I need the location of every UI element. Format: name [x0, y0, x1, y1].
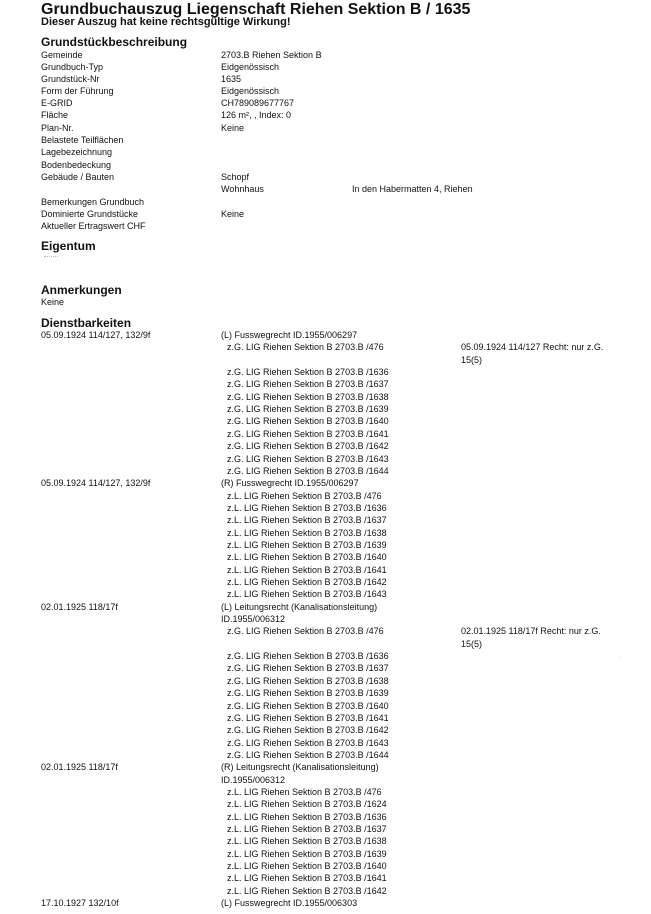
servitude-parcel: z.G. LIG Riehen Sektion B 2703.B /1638: [227, 392, 389, 402]
field-label: Lagebezeichnung: [41, 147, 113, 157]
servitude-title: (L) Fusswegrecht ID.1955/006297: [221, 330, 358, 340]
servitude-parcel: z.L. LIG Riehen Sektion B 2703.B /1641: [227, 873, 387, 883]
section-heading-grundstueck: Grundstückbeschreibung: [41, 35, 188, 49]
servitude-date: 17.10.1927 132/10f: [41, 898, 119, 908]
field-label: Fläche: [41, 110, 69, 120]
servitude-parcel: z.G. LIG Riehen Sektion B 2703.B /1641: [227, 429, 389, 439]
servitude-parcel: z.G. LIG Riehen Sektion B 2703.B /1643: [227, 454, 389, 464]
field-value: Schopf: [221, 172, 250, 182]
field-value: CH789089677767: [221, 98, 295, 108]
field-value: 126 m², , Index: 0: [221, 110, 292, 120]
field-label: Bodenbedeckung: [41, 160, 112, 170]
servitude-parcel: z.G. LIG Riehen Sektion B 2703.B /1638: [227, 676, 389, 686]
servitude-parcel: z.G. LIG Riehen Sektion B 2703.B /1637: [227, 663, 389, 673]
field-label: Bemerkungen Grundbuch: [41, 197, 145, 207]
field-address: In den Habermatten 4, Riehen: [352, 184, 473, 194]
servitude-parcel: z.L. LIG Riehen Sektion B 2703.B /1639: [227, 849, 387, 859]
field-value: 2703.B Riehen Sektion B: [221, 50, 322, 60]
field-label: Form der Führung: [41, 86, 114, 96]
servitude-parcel: z.G. LIG Riehen Sektion B 2703.B /476: [227, 342, 384, 352]
servitude-parcel: z.G. LIG Riehen Sektion B 2703.B /1639: [227, 688, 389, 698]
field-value: Eidgenössisch: [221, 62, 280, 72]
field-label: Belastete Teilflächen: [41, 135, 124, 145]
servitude-date: 02.01.1925 118/17f: [41, 602, 118, 612]
servitude-parcel: z.G. LIG Riehen Sektion B 2703.B /1642: [227, 441, 389, 451]
servitude-parcel: z.L. LIG Riehen Sektion B 2703.B /1642: [227, 886, 387, 896]
field-label: Dominierte Grundstücke: [41, 209, 139, 219]
servitude-title: ID.1955/006312: [221, 614, 286, 624]
servitude-date: 05.09.1924 114/127, 132/9f: [41, 330, 151, 340]
servitude-parcel: z.L. LIG Riehen Sektion B 2703.B /1624: [227, 799, 387, 809]
servitude-parcel: z.G. LIG Riehen Sektion B 2703.B /1639: [227, 404, 389, 414]
servitude-note: 15(5): [461, 639, 483, 649]
servitude-parcel: z.L. LIG Riehen Sektion B 2703.B /1643: [227, 589, 387, 599]
section-heading-eigentum: Eigentum: [41, 239, 96, 253]
field-value: Wohnhaus: [221, 184, 264, 194]
servitude-parcel: z.L. LIG Riehen Sektion B 2703.B /1636: [227, 503, 387, 513]
field-value: Eidgenössisch: [221, 86, 280, 96]
servitude-parcel: z.G. LIG Riehen Sektion B 2703.B /1636: [227, 651, 389, 661]
illegible-owner-text: [44, 256, 58, 259]
page-title: Grundbuchauszug Liegenschaft Riehen Sektion B / 1635: [41, 1, 471, 18]
servitude-parcel: z.G. LIG Riehen Sektion B 2703.B /1640: [227, 701, 389, 711]
servitude-parcel: z.G. LIG Riehen Sektion B 2703.B /1644: [227, 466, 389, 476]
field-label: E-GRID: [41, 98, 73, 108]
field-label: Grundstück-Nr: [41, 74, 100, 84]
servitude-title: (R) Leitungsrecht (Kanalisationsleitung): [221, 762, 379, 772]
section-heading-anmerkungen: Anmerkungen: [41, 283, 122, 297]
field-label: Plan-Nr.: [41, 123, 74, 133]
servitude-date: 05.09.1924 114/127, 132/9f: [41, 478, 151, 488]
servitude-parcel: z.L. LIG Riehen Sektion B 2703.B /1637: [227, 515, 387, 525]
section-heading-dienstbarkeiten: Dienstbarkeiten: [41, 316, 132, 330]
servitude-parcel: z.G. LIG Riehen Sektion B 2703.B /1637: [227, 379, 389, 389]
servitude-parcel: z.L. LIG Riehen Sektion B 2703.B /476: [227, 491, 382, 501]
servitude-parcel: z.G. LIG Riehen Sektion B 2703.B /1636: [227, 367, 389, 377]
scan-speck: [620, 657, 621, 658]
servitude-parcel: z.L. LIG Riehen Sektion B 2703.B /476: [227, 787, 382, 797]
servitude-parcel: z.L. LIG Riehen Sektion B 2703.B /1640: [227, 861, 387, 871]
servitude-parcel: z.L. LIG Riehen Sektion B 2703.B /1637: [227, 824, 387, 834]
servitude-title: (L) Leitungsrecht (Kanalisationsleitung): [221, 602, 378, 612]
anmerkungen-value: Keine: [41, 297, 65, 307]
servitude-parcel: z.G. LIG Riehen Sektion B 2703.B /1641: [227, 713, 389, 723]
servitude-parcel: z.G. LIG Riehen Sektion B 2703.B /1640: [227, 416, 389, 426]
field-value: 1635: [221, 74, 242, 84]
servitude-title: (L) Fusswegrecht ID.1955/006303: [221, 898, 358, 908]
servitude-parcel: z.L. LIG Riehen Sektion B 2703.B /1640: [227, 552, 387, 562]
field-label: Gemeinde: [41, 50, 83, 60]
disclaimer: Dieser Auszug hat keine rechtsgültige Wirkung!: [41, 16, 291, 28]
servitude-parcel: z.G. LIG Riehen Sektion B 2703.B /476: [227, 626, 384, 636]
servitude-title: (R) Fusswegrecht ID.1955/006297: [221, 478, 359, 488]
field-label: Gebäude / Bauten: [41, 172, 115, 182]
servitude-title: ID.1955/006312: [221, 775, 286, 785]
servitude-note: 15(5): [461, 355, 483, 365]
servitude-note: 02.01.1925 118/17f Recht: nur z.G.: [461, 626, 601, 636]
servitude-parcel: z.G. LIG Riehen Sektion B 2703.B /1642: [227, 725, 389, 735]
servitude-parcel: z.L. LIG Riehen Sektion B 2703.B /1638: [227, 528, 387, 538]
servitude-parcel: z.L. LIG Riehen Sektion B 2703.B /1641: [227, 565, 387, 575]
field-value: Keine: [221, 123, 245, 133]
servitude-parcel: z.L. LIG Riehen Sektion B 2703.B /1638: [227, 836, 387, 846]
field-value: Keine: [221, 209, 245, 219]
servitude-parcel: z.L. LIG Riehen Sektion B 2703.B /1639: [227, 540, 387, 550]
servitude-parcel: z.G. LIG Riehen Sektion B 2703.B /1644: [227, 750, 389, 760]
servitude-note: 05.09.1924 114/127 Recht: nur z.G.: [461, 342, 604, 352]
servitude-parcel: z.L. LIG Riehen Sektion B 2703.B /1636: [227, 812, 387, 822]
servitude-parcel: z.G. LIG Riehen Sektion B 2703.B /1643: [227, 738, 389, 748]
field-label: Grundbuch-Typ: [41, 62, 104, 72]
servitude-date: 02.01.1925 118/17f: [41, 762, 118, 772]
field-label: Aktueller Ertragswert CHF: [41, 221, 146, 231]
servitude-parcel: z.L. LIG Riehen Sektion B 2703.B /1642: [227, 577, 387, 587]
